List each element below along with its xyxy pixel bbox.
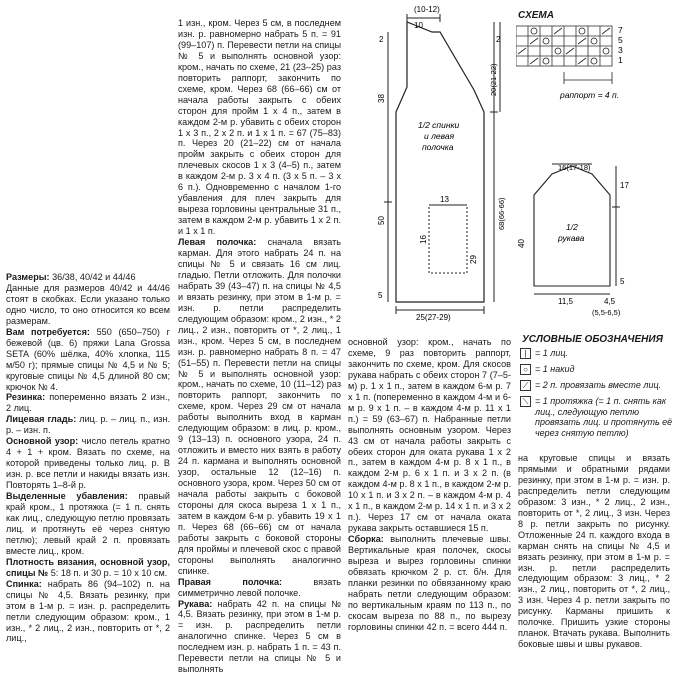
- decrease-heading: Выделенные убавления:: [6, 491, 128, 502]
- body-caption-2: и левая: [424, 131, 455, 141]
- sleeve-bottom-dim: 11,5: [558, 297, 573, 306]
- pattern-text: число петель кратно 4 + 1 + кром. Вязать по схеме, на которой приведены только лиц. р. В изн. р. все петли и накиды вязать изн. Повторять 1–8-й р.: [6, 436, 170, 491]
- sleeve-length-dim: 40: [517, 239, 526, 248]
- stockinette-heading: Лицевая гладь:: [6, 414, 77, 425]
- schema-row-3: 3: [618, 45, 623, 55]
- sleeves-heading: Рукава:: [178, 598, 213, 609]
- schema-row-5: 5: [618, 35, 623, 45]
- dim-13: 13: [440, 195, 449, 204]
- dim-2b: 2: [496, 35, 501, 44]
- sleeve-schematic: [512, 160, 642, 318]
- dim-16: 16: [419, 235, 428, 244]
- sleeves-continued-text: основной узор: кром., начать по схеме, 9 раз повторить раппорт, закончить по схеме, кром. Для скосов рукава набрать с обеих сторон 7 (7–5-м) р. 1 х 1 п., затем в каждом 6-м р. 7 х 1 п. (попеременно в каждом 4-м и 6-м р. 9 х 1 п. – в каждом 4-м р. 11 х 1 п.) = 59 (63–67) п. Набранные петли выполнять основным узором. Через 43 см от начала работы закрыть с обеих сторон для оката рукава 1 х 2 п., затем в каждом 4-м р. 8 х 1 п., в каждом 2-м р. 6 х 1 п. и 3 х 2 п. (в каждом 4-м р. 8 х 1 п., в каждом 2-м р. 10 х 1 п. и 3 х 2 п. – в каждом 4-м р. 4 х 1 п., в каждом 2-м р. 14 х 1 п. и 3 х 2 п.). Через 17 см от начала оката рукава закрыть оставшиеся 15 п.: [348, 337, 511, 534]
- pattern-heading: Основной узор:: [6, 436, 79, 447]
- body-caption-1: 1/2 спинки: [418, 120, 460, 130]
- materials-text: 550 (650–750) г бежевой (цв. 6) пряжи Lana Grossa SETA (60% шёлка, 40% хлопка, 115 м/50 г); прямые спицы № 4,5 и № 5; круговые спицы № 4,5 длиной 80 см; крючок № 4.: [6, 326, 170, 392]
- sleeve-cap-dim: 17: [620, 181, 629, 190]
- dim-width: 25(27-29): [416, 313, 451, 322]
- assembly-continued-text: на круговые спицы и вязать прямыми и обратными рядами резинку, при этом в 1-м р. = изн. р. распределить петли следующим образом: 3 изн., * 2 лиц., 2 изн., повторить от *, 2 лиц., 3 изн. Через 8 р. петли закрыть по рисунку. Отложенные 24 п. каждого входа в карман снять на спицы № 4,5 и вязать резинку, при этом в 1-м р. = изн. р. петли распределить следующим образом: 3 лиц., * 2 изн., 2 лиц., повторить от *, 2 лиц., 3 изн. Через 4 р. петли закрыть по рисунку. Карманы пришить к полочке. Пришить узкие стороны планок. Втачать рукава. Выполнить боковые швы и швы рукавов.: [518, 453, 670, 650]
- sizes-text: 36/38, 40/42 и 44/46: [52, 272, 136, 282]
- legend-text-skp: = 1 протяжка (= 1 п. снять как лиц., следующую петлю провязать лиц. и протянуть её через снятую петлю): [535, 396, 673, 438]
- sleeve-rib-dim: 5: [620, 277, 625, 286]
- back-continued-text: 1 изн., кром. Через 5 см, в последнем изн. р. равномерно набрать 5 п. = 91 (99–107) п. Перевести петли на спицы № 5 и выполнять основной узор: кром., начать по схеме, 21 (23–25) раз повторить раппорт, закончить по схеме, кром. Через 68 (66–66) см от начала работы закрыть с обеих сторон для пройм 1 х 4 п., затем в каждом 2-м р. убавить с обеих сторон 1 х 3 п., 2 х 2 п. и 1 х 1 п. = 67 (75–83) п. Через 20 (21–22) см от начала пройм закрыть с обеих сторон для плечевых скосов 1 х 3 (4–5) п., затем в каждом 2-м р. 3 х 4 п. (3 х 5 п. – 3 х 6 п.). Одновременно с началом 1-го убавления для плеч закрыть для выреза горловины центральные 31 п., затем в каждом 2-м р. убавить 1 х 2 п. и 1 х 1 п.: [178, 18, 341, 237]
- legend-text-yarnover: = 1 накид: [535, 364, 575, 374]
- dim-shoulder: 10: [414, 21, 423, 30]
- right-front-heading: Правая полочка:: [178, 576, 283, 587]
- sleeve-caption-1: 1/2: [566, 222, 578, 232]
- left-front-heading: Левая полочка:: [178, 237, 257, 248]
- text-column-3: [348, 337, 511, 633]
- sleeve-bottom-dim-3: (5,5-6,5): [592, 308, 621, 317]
- right-front-text: вязать симметрично левой полочке.: [178, 576, 342, 598]
- text-column-4: [518, 453, 670, 650]
- schema-chart: [516, 22, 656, 108]
- decrease-text: правый край кром., 1 протяжка (= 1 п. снять как лиц., следующую петлю провязать лиц. и протянуть её через снятую петлю); левый край 2 п. провязать вместе лиц., кром.: [6, 491, 170, 556]
- dim-29: 29: [469, 255, 478, 264]
- dim-2a: 2: [379, 35, 384, 44]
- gauge-heading: Плотность вязания, основной узор, спицы №: [6, 556, 170, 578]
- skp-icon: ⟍: [520, 396, 531, 407]
- back-heading: Спинка:: [6, 578, 42, 589]
- materials-heading: Вам потребуется:: [6, 326, 90, 337]
- legend-title: УСЛОВНЫЕ ОБОЗНАЧЕНИЯ: [522, 334, 663, 345]
- schema-repeat: раппорт = 4 п.: [560, 90, 620, 100]
- schema-row-1: 1: [618, 55, 623, 65]
- body-schematic: [374, 2, 514, 322]
- dim-total-length: 68(66-66): [497, 197, 506, 230]
- k2tog-icon: ⟋: [520, 380, 531, 391]
- legend-text-k2tog: = 2 п. провязать вместе лиц.: [535, 380, 662, 390]
- left-front-text: сначала вязать карман. Для этого набрать 24 п. на спицы № 5 и связать 16 см лиц. гладью. Петли отложить. Для полочки набрать 39 (43–47) п. на спицы № 4,5 и вязать резинку, при этом в 1-м р. = изн. р. петли распределить следующим образом: кром., 2 изн., * 2 лиц., 2 изн., повторить от *, 2 лиц., 1 изн., кром. Через 5 см, в последнем изн. р. равномерно набрать 8 п. = 47 (51–55) п. Перевести петли на спицы № 5 и выполнять основной узор: кром., начать по схеме, 10 (11–12) раз повторить раппорт, закончить по схеме, кром. Через 29 см от начала работы выполнить вход в карман следующим образом: в лиц. р. кром., 9 (13–13) п. основного узора, 24 п. отложить и вместо них взять в работу 24 п. кармана и выполнять основной узор, остальные 12 (12–16) п. основного узора, кром. Через 50 см от начала работы закрыть с боковой стороны для скоса выреза 1 х 1 п., затем в каждом 6-м р. убавить 19 х 1 п. Через 68 (66–66) см от начала работы закрыть с боковой стороны для проймы и плечевой скос с правой стороны выполнять аналогично спинке.: [178, 237, 342, 576]
- back-text: набрать 86 (94–102) п. на спицы № 4,5. Вязать резинку, при этом в 1-м р. = изн. р. распределить петли следующим образом: кром., 1 изн., * 2 лиц., 2 изн., повторить от *, 2 лиц.,: [6, 578, 170, 644]
- dim-neck-top: (10-12): [414, 5, 440, 14]
- text-column-1: [6, 272, 170, 644]
- gauge-text: 5: 18 п. и 30 р. = 10 х 10 см.: [50, 567, 168, 578]
- assembly-heading: Сборка:: [348, 534, 384, 545]
- sizes-heading: Размеры:: [6, 272, 50, 282]
- sleeve-bottom-dim-2: 4,5: [604, 297, 616, 306]
- schema-row-7: 7: [618, 25, 623, 35]
- body-caption-3: полочка: [422, 142, 454, 152]
- rib-heading: Резинка:: [6, 392, 46, 403]
- dim-50: 50: [377, 216, 386, 225]
- text-column-2: [178, 18, 341, 675]
- schema-title: СХЕМА: [518, 10, 554, 21]
- dim-38: 38: [377, 94, 386, 103]
- yarnover-icon: ○: [520, 364, 531, 375]
- stockinette-text: лиц. р. – лиц. п., изн. р. – изн. п.: [6, 414, 170, 436]
- dim-armhole: 20(21-22): [489, 63, 498, 96]
- rib-text: попеременно вязать 2 изн., 2 лиц.: [6, 392, 170, 414]
- sleeves-text: набрать 42 п. на спицы № 4,5. Вязать резинку, при этом в 1-м р. = изн. р. распределить петли аналогично спинке. Через 5 см в последнем изн. р. набрать 1 п. = 43 п. Перевести петли на спицы № 5 и выполнять: [178, 598, 341, 675]
- knit-icon: |: [520, 348, 531, 359]
- assembly-text: выполнить плечевые швы. Вертикальные края полочек, скосы выреза и вырез горловины спинки обвязать крючком 2 р. ст. б/н. Для планки резинки по обвязанному краю набрать петли следующим образом: по вертикальным краям по 113 п., по скосам выреза по 88 п., по вырезу горловины спинки 42 п. = всего 444 п.: [348, 534, 511, 632]
- legend-text-knit: = 1 лиц.: [535, 348, 568, 358]
- sizes-note: Данные для размеров 40/42 и 44/46 стоят в скобках. Если указано только одно число, то оно относится ко всем размерам.: [6, 282, 170, 326]
- sleeve-top-dim: 16(17-18): [558, 163, 591, 172]
- dim-5: 5: [378, 291, 383, 300]
- sleeve-caption-2: рукава: [558, 233, 585, 243]
